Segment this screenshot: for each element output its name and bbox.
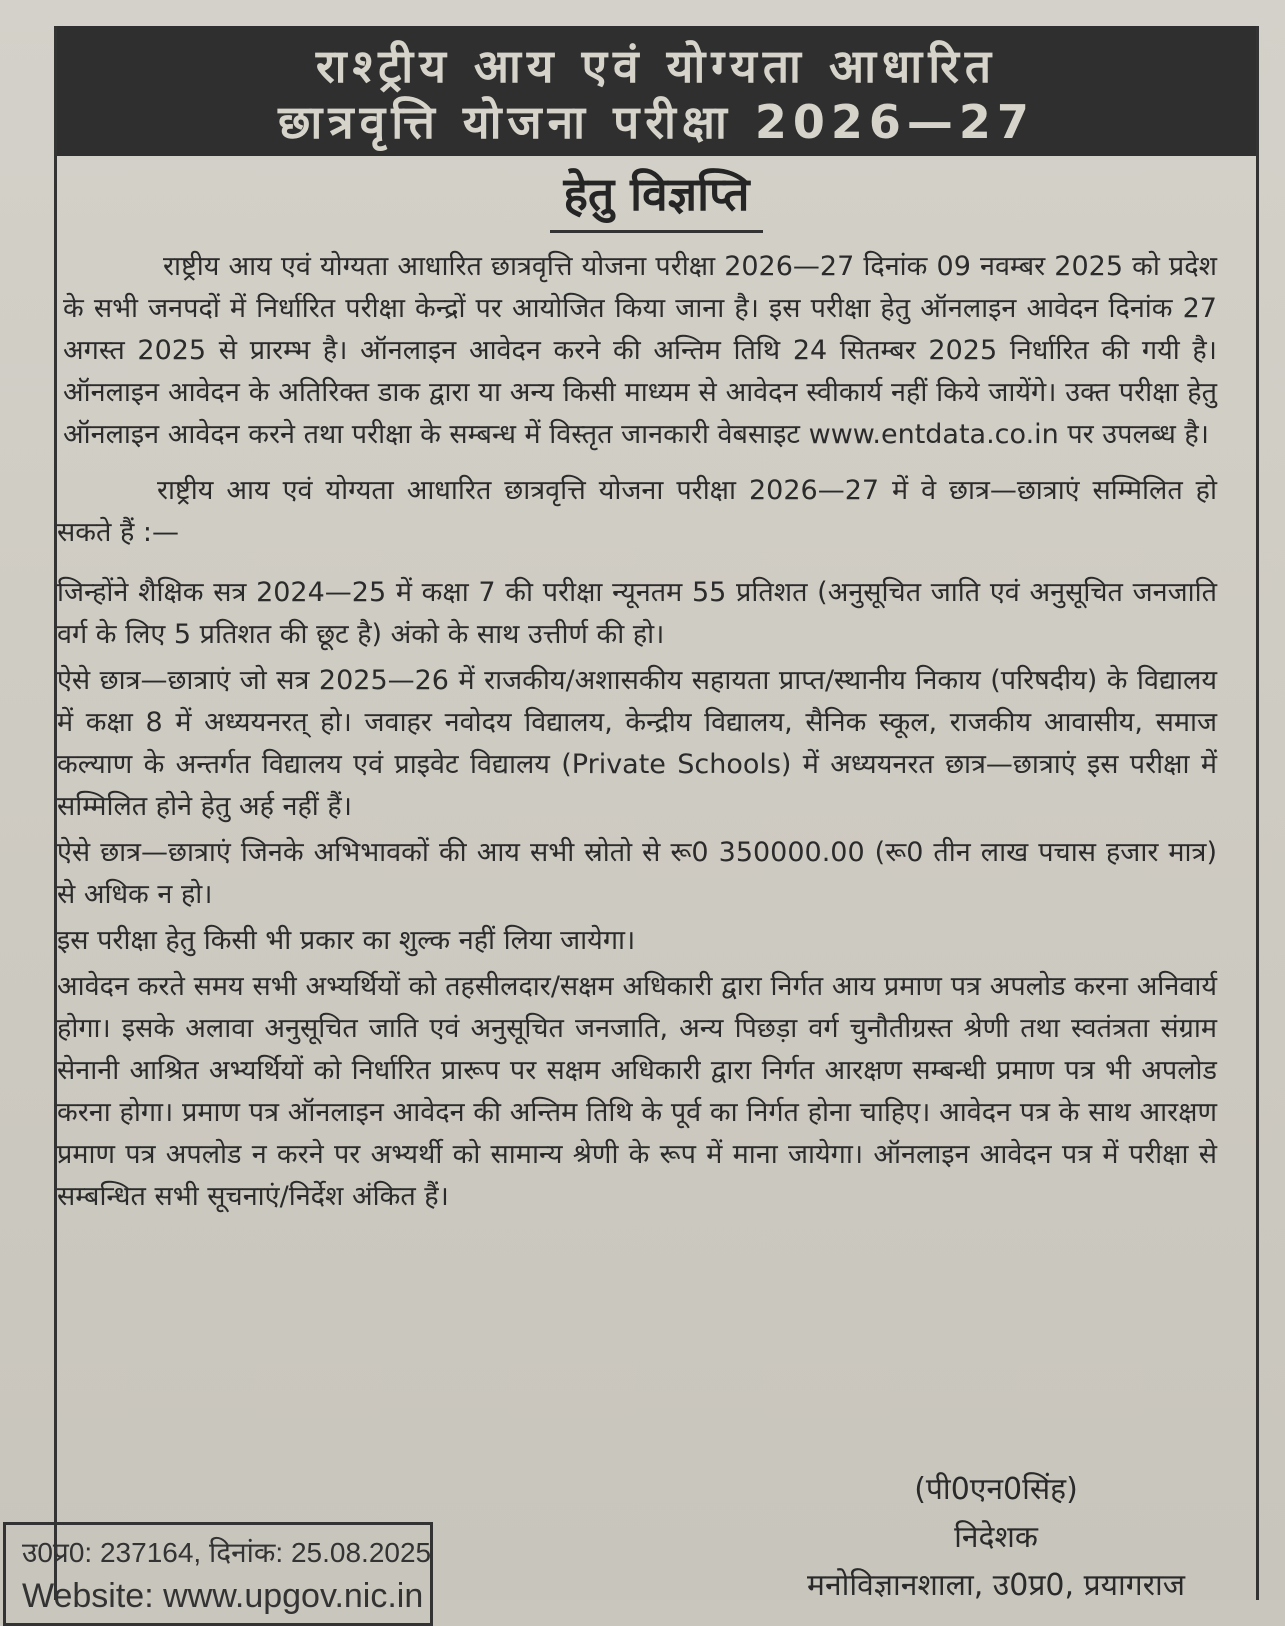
header-title-line2: छात्रवृत्ति योजना परीक्षा 2026—27	[278, 95, 1035, 149]
notice-box	[22, 26, 1259, 1615]
eligibility-item-income: ऐसे छात्र—छात्राएं जिनके अभिभावकों की आय सभी स्रोतो से रू0 350000.00 (रू0 तीन लाख पचास हजार मात्र) से अधिक न हो।	[57, 837, 1217, 910]
eligibility-item-school: ऐसे छात्र—छात्राएं जो सत्र 2025—26 में राजकीय/अशासकीय सहायता प्राप्त/स्थानीय निकाय (परिषदीय) के विद्यालय में कक्षा 8 में अध्ययनरत् हो। जवाहर नवोदय विद्यालय, केन्द्रीय विद्यालय, सैनिक स्कूल, राजकीय आवासीय, समाज कल्याण के अन्तर्गत विद्यालय एवं प्राइवेट विद्यालय (Private Schools) में अध्ययनरत छात्र—छात्राएं इस परीक्षा में सम्मिलित होने हेतु अर्ह नहीं हैं।	[57, 665, 1217, 822]
eligibility-item-marks: जिन्होंने शैक्षिक सत्र 2024—25 में कक्षा 7 की परीक्षा न्यूनतम 55 प्रतिशत (अनुसूचित जाति एवं अनुसूचित जनजाति वर्ग के लिए 5 प्रतिशत की छूट है) अंको के साथ उत्तीर्ण की हो।	[57, 577, 1217, 650]
footer-date-label: दिनांक:	[208, 1537, 284, 1568]
notice-subtitle: हेतु विज्ञप्ति	[550, 164, 764, 233]
footer-website: Website: www.upgov.nic.in	[22, 1577, 424, 1615]
notice-body	[57, 246, 1217, 1218]
eligibility-item-fee: इस परीक्षा हेतु किसी भी प्रकार का शुल्क नहीं लिया जायेगा।	[57, 925, 636, 956]
signature-block	[776, 1466, 1216, 1610]
header-title-line1: राश्ट्रीय आय एवं योग्यता आधारित	[315, 39, 998, 93]
paragraph-eligibility-intro: राष्ट्रीय आय एवं योग्यता आधारित छात्रवृत्ति योजना परीक्षा 2026—27 में वे छात्र—छात्राएं सम्मिलित हो सकते हैं :—	[57, 475, 1217, 548]
subtitle-wrap	[57, 164, 1256, 233]
eligibility-item-certificates: आवेदन करते समय सभी अभ्यर्थियों को तहसीलदार/सक्षम अधिकारी द्वारा निर्गत आय प्रमाण पत्र अपलोड करना अनिवार्य होगा। इसके अलावा अनुसूचित जाति एवं अनुसूचित जनजाति, अन्य पिछड़ा वर्ग चुनौतीग्रस्त श्रेणी तथा स्वतंत्रता संग्राम सेनानी आश्रित अभ्यर्थियों को निर्धारित प्रारूप पर सक्षम अधिकारी द्वारा निर्गत आरक्षण सम्बन्धी प्रमाण पत्र भी अपलोड करना होगा। प्रमाण पत्र ऑनलाइन आवेदन की अन्तिम तिथि के पूर्व का निर्गत होना चाहिए। आवेदन पत्र के साथ आरक्षण प्रमाण पत्र अपलोड न करने पर अभ्यर्थी को सामान्य श्रेणी के रूप में माना जायेगा। ऑनलाइन आवेदन पत्र में परीक्षा से सम्बन्धित सभी सूचनाएं/निर्देश अंकित हैं।	[57, 971, 1217, 1212]
notice-header	[57, 26, 1256, 156]
footer-ref-label: उ0प्र0:	[22, 1537, 93, 1568]
paragraph-schedule: राष्ट्रीय आय एवं योग्यता आधारित छात्रवृत्ति योजना परीक्षा 2026—27 दिनांक 09 नवम्बर 2025 को प्रदेश के सभी जनपदों में निर्धारित परीक्षा केन्द्रों पर आयोजित किया जाना है। इस परीक्षा हेतु ऑनलाइन आवेदन दिनांक 27 अगस्त 2025 से प्रारम्भ है। ऑनलाइन आवेदन करने की अन्तिम तिथि 24 सितम्बर 2025 निर्धारित की गयी है। ऑनलाइन आवेदन के अतिरिक्त डाक द्वारा या अन्य किसी माध्यम से आवेदन स्वीकार्य नहीं किये जायेंगे। उक्त परीक्षा हेतु ऑनलाइन आवेदन करने तथा परीक्षा के सम्बन्ध में विस्तृत जानकारी वेबसाइट www.entdata.co.in पर उपलब्ध है।	[63, 251, 1217, 450]
footer-reference	[22, 1533, 430, 1573]
signatory-office: मनोविज्ञानशाला, उ0प्र0, प्रयागराज	[807, 1568, 1185, 1603]
signatory-designation: निदेशक	[954, 1520, 1038, 1555]
footer-date-value: 25.08.2025	[290, 1537, 432, 1568]
footer-ref-number: 237164,	[99, 1537, 202, 1568]
signatory-name: (पी0एन0सिंह)	[914, 1472, 1078, 1507]
footer-reference-box	[3, 1522, 433, 1626]
